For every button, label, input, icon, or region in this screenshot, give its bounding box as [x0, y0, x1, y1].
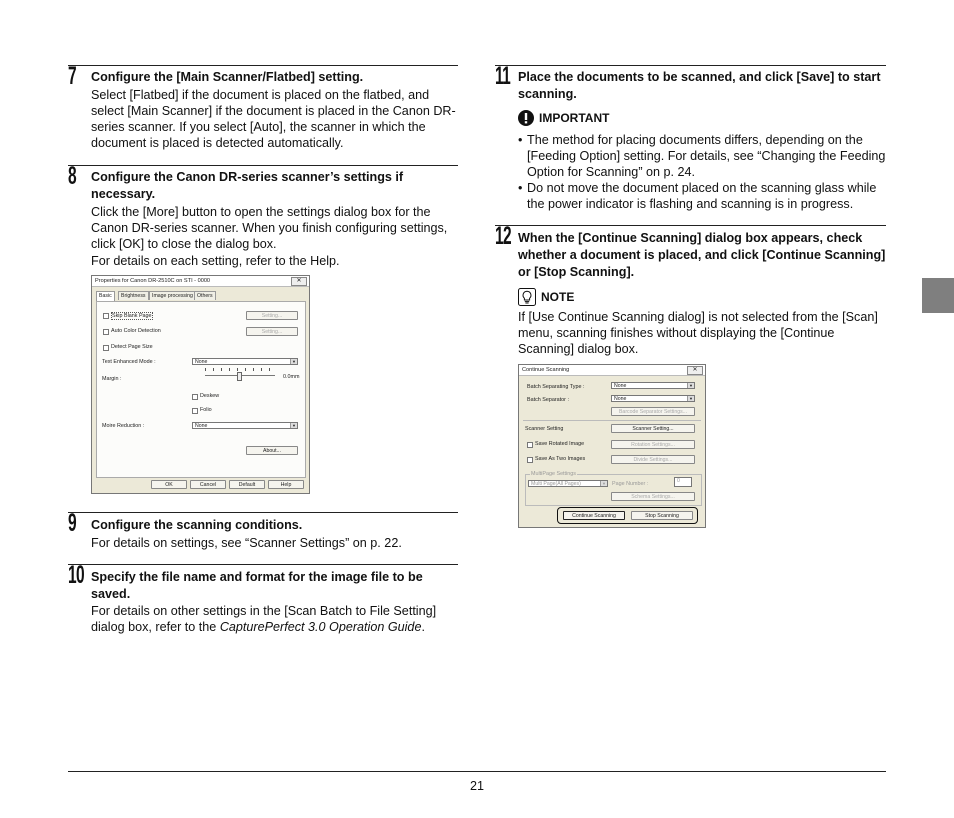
rotation-settings-button[interactable]: Rotation Settings...	[611, 440, 695, 449]
save-rotated-label: Save Rotated Image	[535, 441, 585, 447]
slider-thumb[interactable]	[237, 372, 242, 381]
chevron-down-icon: ▼	[290, 423, 297, 428]
skip-blank-setting-button[interactable]: Setting...	[246, 311, 298, 320]
text-mode-label: Text Enhanced Mode :	[102, 359, 156, 365]
moire-label: Moire Reduction :	[102, 423, 145, 429]
auto-color-label: Auto Color Detection	[111, 328, 161, 334]
help-button[interactable]: Help	[268, 480, 304, 489]
step-10-text-end: .	[421, 620, 425, 634]
tab-basic[interactable]: Basic	[96, 291, 115, 301]
footer-rule	[68, 771, 886, 772]
step-7-number: 7	[68, 62, 77, 90]
multipage-group	[525, 471, 702, 506]
important-label: IMPORTANT	[539, 111, 610, 125]
save-two-checkbox[interactable]	[527, 457, 533, 463]
close-icon[interactable]: ✕	[687, 366, 703, 375]
note-label: NOTE	[541, 290, 575, 304]
step-12-body	[518, 309, 888, 357]
tab-image-processing[interactable]: Image processing	[149, 291, 196, 300]
step-12-number: 12	[495, 222, 512, 250]
note-paragraph: If [Use Continue Scanning dialog] is not selected from the [Scan] menu, scanning finishes without displaying the [Continue Scanning] dialog box.	[518, 310, 878, 356]
save-rotated-checkbox[interactable]	[527, 442, 533, 448]
auto-color-setting-button[interactable]: Setting...	[246, 327, 298, 336]
continue-scanning-button[interactable]: Continue Scanning	[563, 511, 625, 520]
close-icon[interactable]: ✕	[291, 277, 307, 286]
multipage-value: Multi Page(All Pages)	[531, 481, 581, 487]
note-heading	[518, 288, 574, 306]
auto-color-checkbox[interactable]	[103, 329, 109, 335]
folio-checkbox[interactable]	[192, 408, 198, 414]
page-number-label: Page Number :	[612, 481, 649, 487]
divide-settings-button[interactable]: Divide Settings...	[611, 455, 695, 464]
properties-dialog	[91, 275, 310, 494]
step-8-body	[91, 204, 459, 269]
operation-guide-title: CapturePerfect 3.0 Operation Guide	[219, 620, 422, 634]
step-10-text: For details on other settings in the [Scan Batch to File Setting] dialog box, refer to the	[91, 604, 437, 634]
batch-separator-label: Batch Separator :	[527, 397, 569, 403]
page-number-input[interactable]	[674, 477, 692, 487]
step-8-number: 8	[68, 162, 77, 190]
page-number: 21	[469, 779, 484, 793]
step-7-body	[91, 87, 459, 151]
schema-settings-button[interactable]: Schema Settings...	[611, 492, 695, 501]
detect-size-checkbox[interactable]	[103, 345, 109, 351]
step-10-rule	[68, 564, 458, 565]
text-mode-value: None	[195, 359, 208, 365]
step-8-paragraph-2: For details on each setting, refer to the Help.	[91, 254, 340, 268]
step-8-title: Configure the Canon DR-series scanner’s settings if necessary.	[91, 170, 404, 201]
step-7-paragraph: Select [Flatbed] if the document is placed on the flatbed, and select [Main Scanner] if the document is placed in the Canon DR-series scanner. If you select [Auto], the scanner in which the document is placed is detected automatically.	[91, 88, 456, 150]
step-10-number: 10	[68, 561, 85, 589]
step-10-body	[91, 603, 459, 635]
ok-button[interactable]: OK	[151, 480, 187, 489]
step-10-paragraph	[91, 603, 459, 635]
tab-brightness[interactable]: Brightness	[118, 291, 149, 300]
detect-size-label: Detect Page Size	[111, 344, 153, 350]
tab-others[interactable]: Others	[194, 291, 216, 300]
multipage-legend: MultiPage Settings	[531, 471, 576, 477]
default-button[interactable]: Default	[229, 480, 265, 489]
step-9-paragraph: For details on settings, see “Scanner Settings” on p. 22.	[91, 536, 402, 550]
margin-slider[interactable]	[205, 368, 275, 382]
margin-label: Margin :	[102, 376, 122, 382]
slider-ticks	[205, 368, 275, 371]
chevron-down-icon: ▼	[687, 383, 694, 388]
step-7-title: Configure the [Main Scanner/Flatbed] setting.	[91, 70, 364, 84]
moire-select[interactable]	[192, 422, 298, 429]
step-9-body	[91, 535, 459, 551]
deskew-label: Deskew	[200, 393, 220, 399]
important-list	[518, 132, 886, 212]
batch-separator-value: None	[614, 396, 627, 402]
step-9-rule	[68, 512, 458, 513]
batch-separator-select[interactable]	[611, 395, 695, 402]
margin-value: 0.0mm	[283, 374, 300, 380]
barcode-settings-button[interactable]: Barcode Separator Settings...	[611, 407, 695, 416]
save-two-label: Save As Two Images	[535, 456, 586, 462]
cancel-button[interactable]: Cancel	[190, 480, 226, 489]
scanner-setting-label: Scanner Setting	[525, 426, 564, 432]
folio-label: Folio	[200, 407, 212, 413]
batch-type-select[interactable]	[611, 382, 695, 389]
divider	[523, 420, 701, 421]
step-7-rule	[68, 65, 458, 66]
skip-blank-checkbox[interactable]	[103, 313, 109, 319]
skip-blank-label: Skip Blank Page	[112, 313, 152, 319]
chevron-down-icon: ▼	[600, 481, 607, 486]
chapter-tab	[922, 278, 954, 313]
scanner-setting-button[interactable]: Scanner Setting...	[611, 424, 695, 433]
step-11-title: Place the documents to be scanned, and click [Save] to start scanning.	[518, 70, 881, 101]
properties-panel	[96, 301, 306, 478]
continue-scanning-dialog	[518, 364, 706, 528]
important-bullet-1: • The method for placing documents differs, depending on the [Feeding Option] setting. For details, see “Changing the Feeding Option for Scanning” on p. 24.	[518, 132, 886, 180]
important-bullet-2: • Do not move the document placed on the scanning glass while the power indicator is flashing and scanning is in progress.	[518, 180, 886, 212]
page-number-value: 0	[677, 478, 680, 484]
properties-dialog-title: Properties for Canon DR-2510C on STI - 0000	[92, 276, 309, 287]
step-8-rule	[68, 165, 458, 166]
deskew-checkbox[interactable]	[192, 394, 198, 400]
text-mode-select[interactable]	[192, 358, 298, 365]
important-icon	[518, 110, 534, 126]
step-12-rule	[495, 225, 886, 226]
moire-value: None	[195, 423, 208, 429]
chevron-down-icon: ▼	[290, 359, 297, 364]
important-heading	[518, 110, 609, 126]
batch-type-label: Batch Separating Type :	[527, 384, 585, 390]
step-8-paragraph-1: Click the [More] button to open the settings dialog box for the Canon DR-series scanner. When you finish configuring settings, click [OK] to close the dialog box.	[91, 205, 448, 251]
stop-scanning-button[interactable]: Stop Scanning	[631, 511, 693, 520]
step-10-title: Specify the file name and format for the image file to be saved.	[91, 570, 423, 601]
multipage-select[interactable]	[528, 480, 608, 487]
about-button[interactable]: About...	[246, 446, 298, 455]
batch-type-value: None	[614, 383, 627, 389]
step-11-rule	[495, 65, 886, 66]
step-11-number: 11	[495, 62, 511, 90]
continue-dialog-title: Continue Scanning	[519, 365, 705, 376]
step-9-number: 9	[68, 509, 77, 537]
chevron-down-icon: ▼	[687, 396, 694, 401]
step-9-title: Configure the scanning conditions.	[91, 518, 303, 532]
lightbulb-icon	[518, 288, 536, 306]
step-12-title: When the [Continue Scanning] dialog box appears, check whether a document is placed, and click [Continue Scanning] or [Stop Scanning].	[518, 231, 886, 279]
